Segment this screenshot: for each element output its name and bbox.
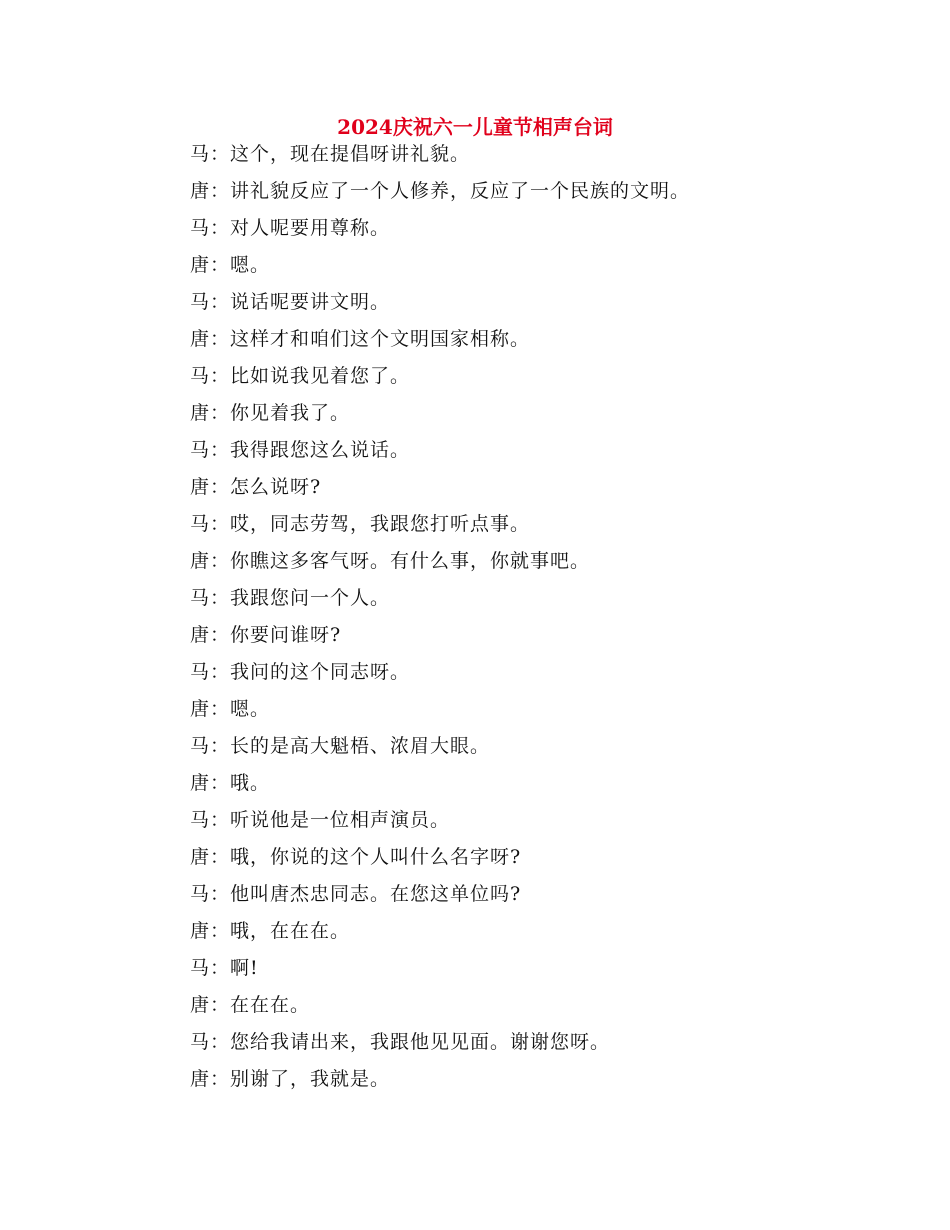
dialogue-line: 马：您给我请出来，我跟他见见面。谢谢您呀。 <box>190 1031 611 1053</box>
dialogue-line: 马：长的是高大魁梧、浓眉大眼。 <box>190 735 491 757</box>
dialogue-line: 唐：哦，在在在。 <box>190 920 351 942</box>
dialogue-line: 马：哎，同志劳驾，我跟您打听点事。 <box>190 513 531 535</box>
dialogue-line: 唐：这样才和咱们这个文明国家相称。 <box>190 328 531 350</box>
dialogue-line: 唐：哦。 <box>190 772 271 794</box>
dialogue-list <box>190 140 890 1102</box>
dialogue-line: 马：这个，现在提倡呀讲礼貌。 <box>190 143 471 165</box>
dialogue-line: 唐：别谢了，我就是。 <box>190 1068 391 1090</box>
dialogue-line: 唐：你瞧这多客气呀。有什么事，你就事吧。 <box>190 550 591 572</box>
dialogue-line: 马：比如说我见着您了。 <box>190 365 411 387</box>
dialogue-line: 马：他叫唐杰忠同志。在您这单位吗? <box>190 883 522 905</box>
dialogue-line: 唐：嗯。 <box>190 698 271 720</box>
dialogue-line: 唐：讲礼貌反应了一个人修养，反应了一个民族的文明。 <box>190 180 691 202</box>
dialogue-line: 马：听说他是一位相声演员。 <box>190 809 451 831</box>
dialogue-line: 马：啊! <box>190 957 259 979</box>
document-title: 2024庆祝六一儿童节相声台词 <box>337 115 613 139</box>
dialogue-line: 马：我得跟您这么说话。 <box>190 439 411 461</box>
dialogue-line: 唐：嗯。 <box>190 254 271 276</box>
dialogue-line: 马：我跟您问一个人。 <box>190 587 391 609</box>
dialogue-line: 唐：哦，你说的这个人叫什么名字呀? <box>190 846 522 868</box>
dialogue-line: 马：我问的这个同志呀。 <box>190 661 411 683</box>
dialogue-line: 马：对人呢要用尊称。 <box>190 217 391 239</box>
dialogue-line: 马：说话呢要讲文明。 <box>190 291 391 313</box>
dialogue-line: 唐：你见着我了。 <box>190 402 351 424</box>
dialogue-line: 唐：在在在。 <box>190 994 311 1016</box>
dialogue-line: 唐：你要问谁呀? <box>190 624 342 646</box>
dialogue-line: 唐：怎么说呀? <box>190 476 322 498</box>
